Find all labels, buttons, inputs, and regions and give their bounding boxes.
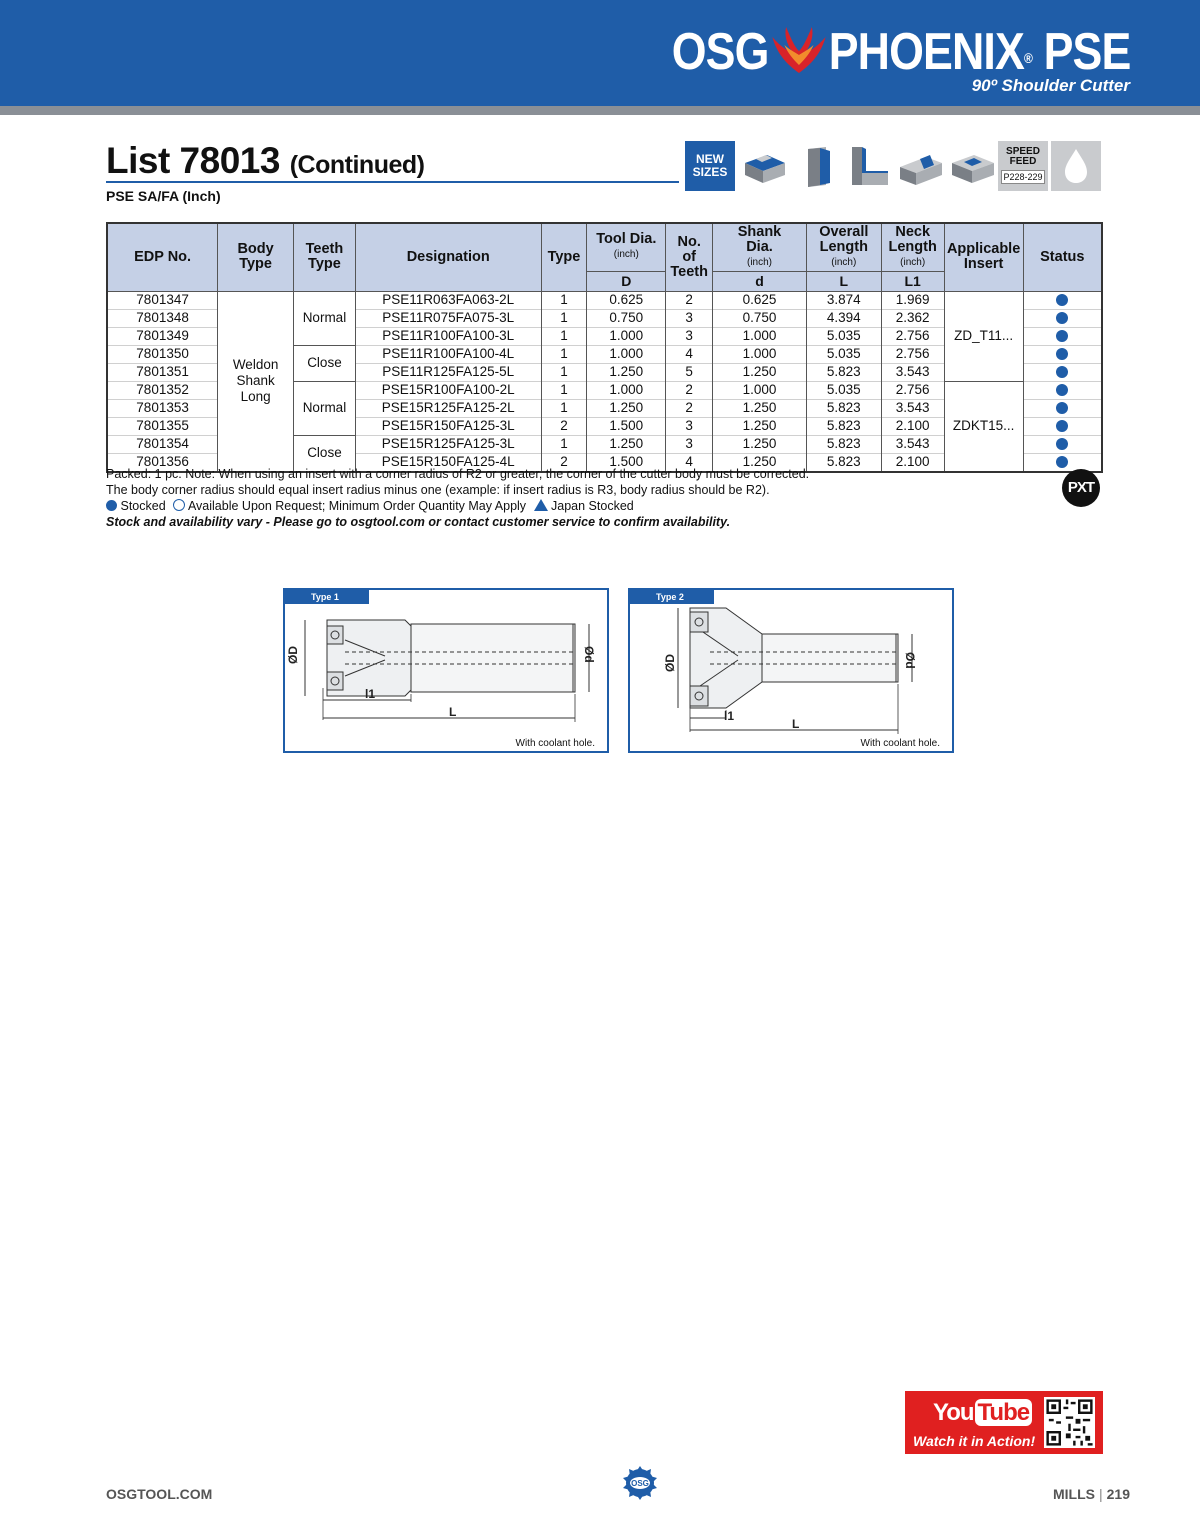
cell-status [1023, 327, 1102, 345]
col-status: Status [1023, 223, 1102, 291]
cell-type: 1 [541, 435, 587, 453]
youtube-badge[interactable] [905, 1391, 1103, 1454]
footer-logo-text: OSG [631, 1479, 649, 1488]
dim-L-label-2: L [792, 717, 800, 731]
cell-shank-dia: 0.750 [713, 309, 807, 327]
speed-feed-pages: P228-229 [1001, 170, 1045, 184]
cell-tool-dia: 1.500 [587, 417, 666, 435]
available-ring-icon [173, 499, 185, 511]
diagram-type1-label: Type 1 [285, 590, 369, 604]
cell-no-teeth: 4 [666, 453, 713, 472]
cell-overall-length: 5.823 [806, 363, 881, 381]
cell-neck-length: 2.756 [881, 381, 944, 399]
cell-edp: 7801349 [107, 327, 218, 345]
col-tool-dia: Tool Dia. (inch) [587, 223, 666, 271]
diagram-type1 [283, 588, 609, 753]
sym-L: L [806, 271, 881, 291]
stocked-dot-icon [1056, 438, 1068, 450]
cell-no-teeth: 3 [666, 435, 713, 453]
new-sizes-line2: SIZES [692, 165, 728, 179]
stocked-dot-icon [1056, 348, 1068, 360]
title-underline [106, 181, 679, 183]
speed-feed-badge[interactable] [998, 141, 1048, 191]
stocked-dot-icon [1056, 456, 1068, 468]
cell-teeth-type: Normal [294, 291, 356, 345]
cell-shank-dia: 1.000 [713, 345, 807, 363]
diagram-type2 [628, 588, 954, 753]
cell-no-teeth: 3 [666, 309, 713, 327]
cell-status [1023, 453, 1102, 472]
cell-no-teeth: 3 [666, 327, 713, 345]
pxt-badge: PXT [1062, 469, 1100, 507]
header-subtitle: 90º Shoulder Cutter [971, 76, 1130, 95]
cell-overall-length: 5.823 [806, 435, 881, 453]
spec-table [106, 222, 1103, 473]
cell-designation: PSE15R125FA125-3L [355, 435, 541, 453]
cell-overall-length: 5.035 [806, 327, 881, 345]
legend-stocked: Stocked [120, 499, 166, 513]
footer-website[interactable]: OSGTOOL.COM [106, 1486, 213, 1502]
cell-status [1023, 363, 1102, 381]
cell-teeth-type: Close [294, 345, 356, 381]
footer-page-info: MILLS | 219 [1053, 1486, 1130, 1502]
cell-designation: PSE15R150FA125-4L [355, 453, 541, 472]
osg-logo-icon [621, 1464, 659, 1502]
cell-tool-dia: 1.000 [587, 345, 666, 363]
cell-status [1023, 381, 1102, 399]
cell-type: 1 [541, 345, 587, 363]
cell-type: 1 [541, 399, 587, 417]
header-rule [0, 106, 1200, 115]
cell-type: 1 [541, 327, 587, 345]
stocked-dot-icon [1056, 330, 1068, 342]
cell-edp: 7801355 [107, 417, 218, 435]
col-no-teeth: No. of Teeth [666, 223, 713, 291]
dim-l1-label: l1 [365, 687, 376, 701]
cell-no-teeth: 2 [666, 291, 713, 309]
cell-shank-dia: 0.625 [713, 291, 807, 309]
sym-d: d [713, 271, 807, 291]
cell-no-teeth: 5 [666, 363, 713, 381]
cell-shank-dia: 1.000 [713, 381, 807, 399]
dim-l1-label-2: l1 [724, 709, 735, 723]
cell-type: 2 [541, 417, 587, 435]
cell-edp: 7801351 [107, 363, 218, 381]
cell-type: 2 [541, 453, 587, 472]
brand-osg: OSG [671, 23, 769, 81]
cell-shank-dia: 1.250 [713, 435, 807, 453]
status-legend [106, 498, 634, 514]
cell-neck-length: 2.756 [881, 327, 944, 345]
cell-overall-length: 4.394 [806, 309, 881, 327]
cell-teeth-type: Close [294, 435, 356, 472]
cell-neck-length: 3.543 [881, 363, 944, 381]
stocked-dot-icon [1056, 420, 1068, 432]
youtube-logo [933, 1399, 1032, 1427]
dim-D-label: ØD [286, 646, 300, 664]
side-milling-icon [792, 141, 842, 191]
cell-status [1023, 309, 1102, 327]
legend-request: Available Upon Request; Minimum Order Quantity May Apply [187, 499, 527, 513]
page-title [106, 139, 424, 187]
cell-type: 1 [541, 309, 587, 327]
cell-no-teeth: 4 [666, 345, 713, 363]
stocked-dot-icon [1056, 294, 1068, 306]
cell-applicable-insert: ZD_T11... [944, 291, 1023, 381]
cell-designation: PSE15R150FA125-3L [355, 417, 541, 435]
note-radius: The body corner radius should equal insert radius minus one (example: if insert radius is R3, body radius should be R2). [106, 483, 770, 497]
cell-edp: 7801356 [107, 453, 218, 472]
cell-designation: PSE11R063FA063-2L [355, 291, 541, 309]
new-sizes-line1: NEW [696, 152, 724, 166]
cell-shank-dia: 1.250 [713, 363, 807, 381]
sym-L1: L1 [881, 271, 944, 291]
youtube-you: You [933, 1399, 974, 1426]
cell-tool-dia: 0.625 [587, 291, 666, 309]
title-main: List 78013 [106, 140, 280, 181]
table-row [107, 291, 1102, 309]
japan-triangle-icon [534, 499, 548, 511]
cell-edp: 7801347 [107, 291, 218, 309]
cell-designation: PSE11R125FA125-5L [355, 363, 541, 381]
cell-shank-dia: 1.250 [713, 399, 807, 417]
col-applicable-insert: Applicable Insert [944, 223, 1023, 291]
cell-edp: 7801348 [107, 309, 218, 327]
cell-edp: 7801352 [107, 381, 218, 399]
cell-designation: PSE11R100FA100-3L [355, 327, 541, 345]
footer-section: MILLS [1053, 1486, 1095, 1502]
stocked-dot-icon [1056, 384, 1068, 396]
brand-pse: PSE [1043, 23, 1130, 81]
pocketing-icon [948, 141, 998, 191]
col-neck-length: Neck Length (inch) [881, 223, 944, 271]
phoenix-flame-icon [770, 25, 827, 75]
cell-tool-dia: 1.500 [587, 453, 666, 472]
new-sizes-badge [685, 141, 735, 191]
cell-edp: 7801354 [107, 435, 218, 453]
cell-teeth-type: Normal [294, 381, 356, 435]
diagram-type2-label: Type 2 [630, 590, 714, 604]
cell-overall-length: 5.035 [806, 345, 881, 363]
cell-shank-dia: 1.000 [713, 327, 807, 345]
col-designation: Designation [355, 223, 541, 291]
cell-no-teeth: 2 [666, 381, 713, 399]
dim-D-label-2: ØD [663, 654, 677, 672]
cell-neck-length: 2.756 [881, 345, 944, 363]
ramping-icon [896, 141, 946, 191]
type1-drawing [285, 590, 607, 751]
cell-designation: PSE11R100FA100-4L [355, 345, 541, 363]
cell-tool-dia: 1.250 [587, 435, 666, 453]
coolant-drop-icon [1051, 141, 1101, 191]
cell-body-type: Weldon Shank Long [218, 291, 294, 472]
coolant-note-type1: With coolant hole. [515, 738, 595, 749]
cell-designation: PSE15R100FA100-2L [355, 381, 541, 399]
cell-no-teeth: 2 [666, 399, 713, 417]
cell-neck-length: 1.969 [881, 291, 944, 309]
dim-d-label-2: Ød [903, 652, 917, 669]
cell-tool-dia: 1.250 [587, 399, 666, 417]
cell-designation: PSE15R125FA125-2L [355, 399, 541, 417]
availability-note: Stock and availability vary - Please go to osgtool.com or contact customer service to confirm availability. [106, 515, 731, 529]
title-continued: (Continued) [289, 151, 425, 179]
footer-page-number: 219 [1106, 1486, 1130, 1502]
coolant-note-type2: With coolant hole. [860, 738, 940, 749]
stocked-dot-icon [1056, 366, 1068, 378]
table-body [107, 291, 1102, 472]
qr-code-icon[interactable] [1044, 1397, 1095, 1448]
cell-type: 1 [541, 381, 587, 399]
dim-d-label: Ød [582, 646, 596, 663]
col-shank-dia: Shank Dia. (inch) [713, 223, 807, 271]
cell-neck-length: 3.543 [881, 435, 944, 453]
cell-status [1023, 291, 1102, 309]
cell-status [1023, 399, 1102, 417]
col-body-type: Body Type [218, 223, 294, 291]
type2-drawing [630, 590, 952, 751]
product-table [106, 222, 1103, 473]
cell-overall-length: 5.823 [806, 453, 881, 472]
cell-status [1023, 417, 1102, 435]
legend-japan: Japan Stocked [551, 499, 634, 513]
cell-overall-length: 5.823 [806, 417, 881, 435]
youtube-tagline: Watch it in Action! [913, 1433, 1036, 1449]
cell-neck-length: 2.362 [881, 309, 944, 327]
cell-tool-dia: 1.000 [587, 381, 666, 399]
cell-neck-length: 3.543 [881, 399, 944, 417]
brand-logo [671, 24, 1130, 80]
speed-feed-line1: SPEED [1006, 146, 1040, 157]
cell-type: 1 [541, 363, 587, 381]
cell-tool-dia: 1.000 [587, 327, 666, 345]
speed-feed-line2: FEED [1009, 156, 1037, 167]
cell-no-teeth: 3 [666, 417, 713, 435]
cell-type: 1 [541, 291, 587, 309]
cell-status [1023, 345, 1102, 363]
cell-overall-length: 5.035 [806, 381, 881, 399]
cell-shank-dia: 1.250 [713, 417, 807, 435]
cell-shank-dia: 1.250 [713, 453, 807, 472]
cell-neck-length: 2.100 [881, 417, 944, 435]
col-teeth-type: Teeth Type [294, 223, 356, 291]
dim-L-label: L [449, 705, 457, 719]
col-type: Type [541, 223, 587, 291]
cell-tool-dia: 1.250 [587, 363, 666, 381]
cell-tool-dia: 0.750 [587, 309, 666, 327]
cell-designation: PSE11R075FA075-3L [355, 309, 541, 327]
registered-mark: ® [1023, 50, 1032, 66]
cell-status [1023, 435, 1102, 453]
sym-D: D [587, 271, 666, 291]
stocked-dot-icon [1056, 402, 1068, 414]
cell-overall-length: 5.823 [806, 399, 881, 417]
slotting-icon [740, 141, 790, 191]
youtube-tube: Tube [975, 1399, 1033, 1426]
stocked-dot-icon [106, 500, 117, 511]
cell-edp: 7801353 [107, 399, 218, 417]
cell-edp: 7801350 [107, 345, 218, 363]
cell-neck-length: 2.100 [881, 453, 944, 472]
cell-applicable-insert: ZDKT15... [944, 381, 1023, 472]
col-overall-length: Overall Length (inch) [806, 223, 881, 271]
cell-overall-length: 3.874 [806, 291, 881, 309]
note-packed: Packed: 1 pc. Note: When using an insert with a corner radius of R2 or greater, the corner of the cutter body must be corrected. [106, 467, 810, 481]
shoulder-milling-icon [844, 141, 894, 191]
page-subheading: PSE SA/FA (Inch) [106, 188, 221, 204]
stocked-dot-icon [1056, 312, 1068, 324]
col-edp: EDP No. [107, 223, 218, 291]
brand-phoenix: PHOENIX [828, 23, 1024, 81]
